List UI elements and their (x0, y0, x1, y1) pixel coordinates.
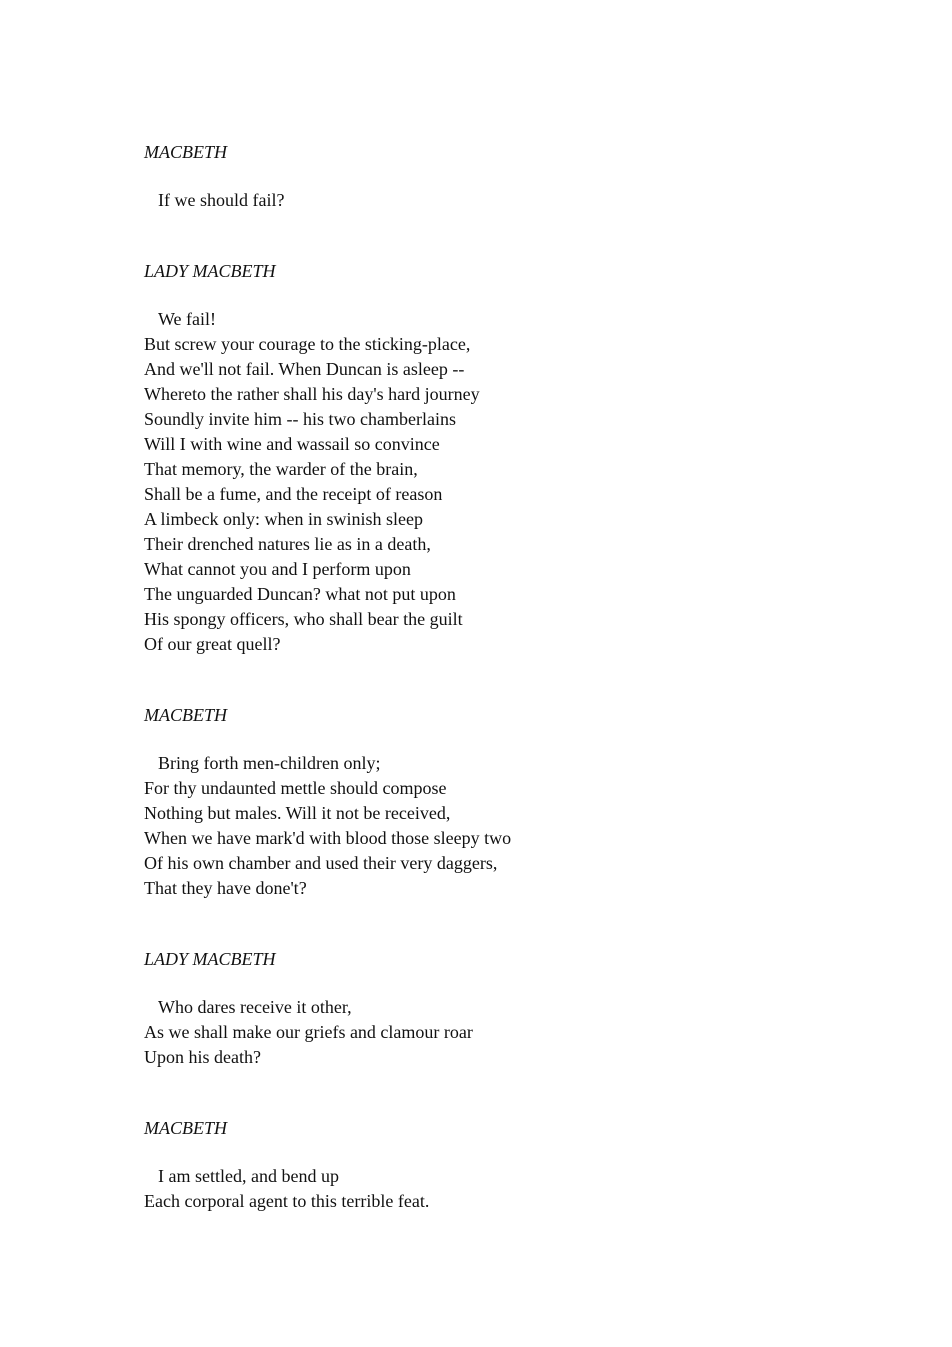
verse-line: That they have done't? (144, 878, 307, 898)
verse-line: As we shall make our griefs and clamour roar (144, 1022, 473, 1042)
speech (144, 140, 844, 213)
speech-lines (144, 188, 844, 213)
speech (144, 947, 844, 1070)
verse-line: A limbeck only: when in swinish sleep (144, 509, 423, 529)
verse-line: Will I with wine and wassail so convince (144, 434, 440, 454)
speaker-name: MACBETH (144, 142, 227, 162)
speech (144, 1116, 844, 1214)
play-text (144, 140, 844, 1214)
verse-line: We fail! (158, 309, 217, 329)
verse-line: Upon his death? (144, 1047, 261, 1067)
verse-line: Soundly invite him -- his two chamberlains (144, 409, 456, 429)
speaker-name: LADY MACBETH (144, 949, 276, 969)
verse-line: That memory, the warder of the brain, (144, 459, 418, 479)
verse-line: His spongy officers, who shall bear the guilt (144, 609, 463, 629)
verse-line: When we have mark'd with blood those sleepy two (144, 828, 512, 848)
speaker-name: LADY MACBETH (144, 261, 276, 281)
verse-line: For thy undaunted mettle should compose (144, 778, 447, 798)
speech (144, 259, 844, 657)
verse-line: Who dares receive it other, (158, 997, 352, 1017)
verse-line: Of our great quell? (144, 634, 281, 654)
verse-line: If we should fail? (158, 190, 285, 210)
verse-line: Shall be a fume, and the receipt of reason (144, 484, 443, 504)
speaker-name: MACBETH (144, 705, 227, 725)
speaker-name: MACBETH (144, 1118, 227, 1138)
verse-line: Whereto the rather shall his day's hard journey (144, 384, 480, 404)
verse-line: What cannot you and I perform upon (144, 559, 411, 579)
verse-line: Of his own chamber and used their very daggers, (144, 853, 498, 873)
speech-lines (144, 995, 844, 1070)
verse-line: I am settled, and bend up (158, 1166, 339, 1186)
speech-lines (144, 751, 844, 901)
verse-line: But screw your courage to the sticking-place, (144, 334, 471, 354)
verse-line: The unguarded Duncan? what not put upon (144, 584, 456, 604)
verse-line: Each corporal agent to this terrible feat. (144, 1191, 430, 1211)
speech (144, 703, 844, 901)
verse-line: And we'll not fail. When Duncan is asleep -- (144, 359, 465, 379)
verse-line: Nothing but males. Will it not be received, (144, 803, 451, 823)
speech-lines (144, 307, 844, 657)
speech-lines (144, 1164, 844, 1214)
verse-line: Bring forth men-children only; (158, 753, 381, 773)
verse-line: Their drenched natures lie as in a death, (144, 534, 431, 554)
